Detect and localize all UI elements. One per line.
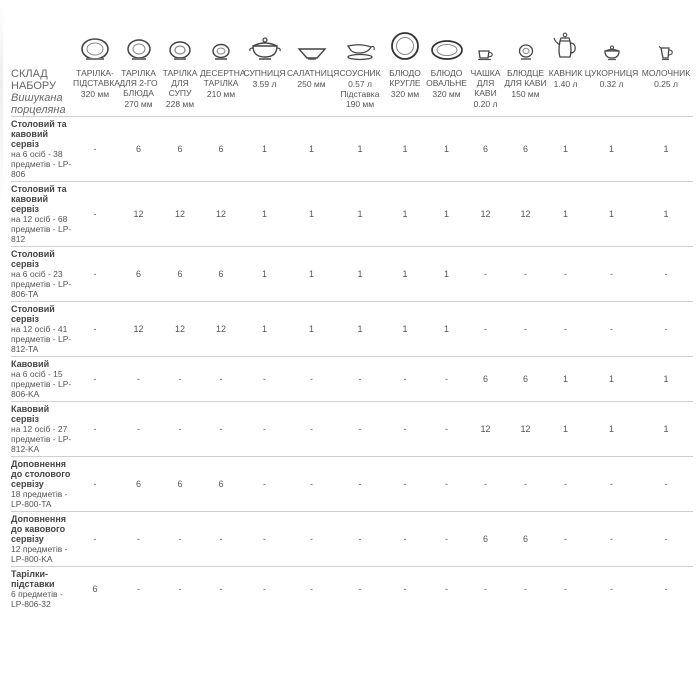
table-row bbox=[11, 247, 693, 302]
quantity-cell: 1 bbox=[287, 117, 336, 182]
header-row bbox=[11, 67, 693, 117]
column-name: МОЛОЧНИК bbox=[641, 68, 691, 78]
quantity-cell: 6 bbox=[160, 117, 200, 182]
quantity-cell: 12 bbox=[200, 182, 242, 247]
column-header bbox=[73, 67, 120, 117]
quantity-cell: 1 bbox=[242, 117, 287, 182]
quantity-cell: 6 bbox=[467, 117, 504, 182]
quantity-cell: - bbox=[467, 247, 504, 302]
quantity-cell: 12 bbox=[467, 182, 504, 247]
quantity-cell: 1 bbox=[384, 247, 426, 302]
quantity-cell: - bbox=[426, 567, 467, 612]
quantity-cell: - bbox=[73, 302, 117, 357]
quantity-cell: - bbox=[336, 512, 384, 567]
quantity-cell: - bbox=[287, 567, 336, 612]
quantity-cell: - bbox=[160, 357, 200, 402]
quantity-cell: - bbox=[336, 402, 384, 457]
quantity-cell: - bbox=[639, 457, 693, 512]
column-size: 320 мм bbox=[432, 89, 461, 99]
quantity-cell: - bbox=[287, 357, 336, 402]
column-name: ТАРІЛКА-ПІДСТАВКА bbox=[73, 68, 120, 88]
quantity-cell: 1 bbox=[639, 402, 693, 457]
quantity-cell: 1 bbox=[287, 182, 336, 247]
quantity-cell: - bbox=[160, 512, 200, 567]
left-edge-shadow bbox=[0, 0, 3, 210]
quantity-cell: 1 bbox=[287, 247, 336, 302]
set-description: на 12 осіб - 68 предметів - LP-812 bbox=[11, 214, 72, 244]
quantity-cell: - bbox=[73, 357, 117, 402]
column-size: 320 мм bbox=[80, 89, 110, 99]
quantity-cell: - bbox=[200, 357, 242, 402]
column-header bbox=[639, 67, 693, 117]
column-name: БЛЮДО ОВАЛЬНЕ bbox=[426, 68, 467, 88]
set-description: 12 предметів - LP-800-KA bbox=[11, 544, 68, 564]
quantity-cell: - bbox=[160, 402, 200, 457]
table-row bbox=[11, 567, 693, 612]
round-platter-icon bbox=[384, 28, 426, 67]
quantity-cell: 1 bbox=[639, 357, 693, 402]
column-name: КАВНИК bbox=[548, 68, 583, 78]
quantity-cell: - bbox=[384, 357, 426, 402]
quantity-cell: 6 bbox=[504, 512, 547, 567]
column-name: ТАРІЛКА ДЛЯ 2-ГО БЛЮДА bbox=[119, 68, 158, 98]
quantity-cell: - bbox=[117, 512, 160, 567]
quantity-cell: - bbox=[504, 567, 547, 612]
quantity-cell: - bbox=[242, 357, 287, 402]
quantity-cell: 6 bbox=[467, 357, 504, 402]
set-description: 6 предметів - LP-806-32 bbox=[11, 589, 63, 609]
quantity-cell: - bbox=[584, 302, 639, 357]
table-row bbox=[11, 512, 693, 567]
quantity-cell: 1 bbox=[547, 357, 584, 402]
quantity-cell: 12 bbox=[467, 402, 504, 457]
quantity-cell: 6 bbox=[160, 247, 200, 302]
quantity-cell: - bbox=[73, 512, 117, 567]
quantity-cell: - bbox=[467, 302, 504, 357]
column-name: ЦУКОРНИЦЯ bbox=[584, 68, 639, 78]
set-name: Столовий та кавовий сервіз bbox=[11, 184, 67, 214]
quantity-cell: 12 bbox=[200, 302, 242, 357]
quantity-cell: - bbox=[504, 302, 547, 357]
column-name: СОУСНИК bbox=[339, 68, 381, 78]
table-row bbox=[11, 457, 693, 512]
column-name: САЛАТНИЦЯ bbox=[287, 68, 340, 78]
quantity-cell: - bbox=[384, 457, 426, 512]
column-size: 210 мм bbox=[206, 89, 236, 99]
quantity-cell: 1 bbox=[242, 182, 287, 247]
quantity-cell: 1 bbox=[384, 182, 426, 247]
column-header bbox=[336, 67, 384, 117]
set-description: на 6 осіб - 23 предметів - LP-806-TA bbox=[11, 269, 72, 299]
column-name: ДЕСЕРТНА ТАРІЛКА bbox=[200, 68, 246, 88]
quantity-cell: 1 bbox=[584, 182, 639, 247]
corner-blank bbox=[11, 28, 73, 67]
quantity-cell: 6 bbox=[117, 457, 160, 512]
column-size: 270 мм bbox=[124, 99, 153, 109]
quantity-cell: 1 bbox=[584, 117, 639, 182]
quantity-cell: - bbox=[160, 567, 200, 612]
set-description: 18 предметів - LP-800-TA bbox=[11, 489, 68, 509]
quantity-cell: - bbox=[200, 512, 242, 567]
quantity-cell: - bbox=[384, 567, 426, 612]
coffee-cup-icon bbox=[467, 28, 504, 67]
table-row bbox=[11, 357, 693, 402]
quantity-cell: - bbox=[336, 457, 384, 512]
quantity-cell: 1 bbox=[426, 302, 467, 357]
column-name: БЛЮДЦЕ ДЛЯ КАВИ bbox=[504, 68, 547, 88]
column-size: 320 мм bbox=[390, 89, 420, 99]
column-header bbox=[547, 67, 584, 117]
quantity-cell: 6 bbox=[117, 117, 160, 182]
title-line-3: Вишукана bbox=[11, 92, 63, 104]
quantity-cell: 6 bbox=[117, 247, 160, 302]
gravy-boat-icon bbox=[336, 28, 384, 67]
table-row bbox=[11, 402, 693, 457]
column-name: БЛЮДО КРУГЛЕ bbox=[389, 68, 421, 88]
quantity-cell: 1 bbox=[547, 402, 584, 457]
quantity-cell: - bbox=[117, 567, 160, 612]
quantity-cell: 1 bbox=[584, 357, 639, 402]
column-name: СУПНИЦЯ bbox=[243, 68, 286, 78]
dessert-plate-icon bbox=[200, 28, 242, 67]
set-name-cell bbox=[11, 302, 73, 357]
column-size: 228 мм bbox=[165, 99, 195, 109]
table-row bbox=[11, 117, 693, 182]
tureen-icon bbox=[242, 28, 287, 67]
title-line-4: порцеляна bbox=[11, 104, 66, 116]
set-name: Столовий сервіз bbox=[11, 249, 55, 269]
quantity-cell: - bbox=[384, 512, 426, 567]
quantity-cell: - bbox=[426, 512, 467, 567]
quantity-cell: - bbox=[426, 457, 467, 512]
quantity-cell: 1 bbox=[384, 302, 426, 357]
quantity-cell: - bbox=[467, 567, 504, 612]
quantity-cell: 6 bbox=[200, 457, 242, 512]
set-name-cell bbox=[11, 402, 73, 457]
quantity-cell: - bbox=[584, 512, 639, 567]
coffee-pot-icon bbox=[547, 28, 584, 67]
column-size: 0.32 л bbox=[599, 79, 624, 89]
quantity-cell: 1 bbox=[426, 247, 467, 302]
title-line-2: НАБОРУ bbox=[11, 80, 57, 92]
soup-plate-icon bbox=[160, 28, 200, 67]
quantity-cell: - bbox=[73, 117, 117, 182]
set-name: Кавовий bbox=[11, 359, 50, 369]
table-row bbox=[11, 182, 693, 247]
milk-jug-icon bbox=[639, 28, 693, 67]
set-name: Кавовий сервіз bbox=[11, 404, 50, 424]
quantity-cell: - bbox=[242, 457, 287, 512]
set-name-cell bbox=[11, 182, 73, 247]
set-composition-title bbox=[11, 67, 73, 117]
column-header bbox=[584, 67, 639, 117]
quantity-cell: 12 bbox=[160, 302, 200, 357]
title-line-1: СКЛАД bbox=[11, 68, 48, 80]
quantity-cell: - bbox=[584, 247, 639, 302]
quantity-cell: - bbox=[426, 357, 467, 402]
set-name-cell bbox=[11, 357, 73, 402]
quantity-cell: 6 bbox=[73, 567, 117, 612]
dinner-plate-icon bbox=[117, 28, 160, 67]
quantity-cell: 6 bbox=[200, 247, 242, 302]
set-name-cell bbox=[11, 512, 73, 567]
column-header bbox=[287, 67, 340, 117]
quantity-cell: 1 bbox=[336, 302, 384, 357]
quantity-cell: - bbox=[73, 457, 117, 512]
quantity-cell: - bbox=[584, 567, 639, 612]
composition-table bbox=[11, 28, 693, 611]
saucer-icon bbox=[504, 28, 547, 67]
quantity-cell: - bbox=[504, 247, 547, 302]
quantity-cell: - bbox=[467, 457, 504, 512]
set-description: на 12 осіб - 27 предметів - LP-812-KA bbox=[11, 424, 72, 454]
quantity-cell: 6 bbox=[160, 457, 200, 512]
column-size: 0.20 л bbox=[473, 99, 498, 109]
set-name-cell bbox=[11, 567, 73, 612]
quantity-cell: 12 bbox=[117, 182, 160, 247]
quantity-cell: - bbox=[73, 402, 117, 457]
quantity-cell: 6 bbox=[200, 117, 242, 182]
quantity-cell: 1 bbox=[287, 302, 336, 357]
quantity-cell: - bbox=[639, 567, 693, 612]
column-name: ЧАШКА ДЛЯ КАВИ bbox=[470, 68, 501, 98]
set-description: на 6 осіб - 15 предметів - LP-806-KA bbox=[11, 369, 72, 399]
quantity-cell: - bbox=[73, 247, 117, 302]
quantity-cell: - bbox=[584, 457, 639, 512]
column-header bbox=[504, 67, 547, 117]
set-name-cell bbox=[11, 457, 73, 512]
quantity-cell: 1 bbox=[426, 182, 467, 247]
quantity-cell: 1 bbox=[336, 117, 384, 182]
set-name: Столовий сервіз bbox=[11, 304, 55, 324]
quantity-cell: - bbox=[200, 567, 242, 612]
quantity-cell: 1 bbox=[384, 117, 426, 182]
set-description: на 6 осіб - 38 предметів - LP-806 bbox=[11, 149, 72, 179]
quantity-cell: - bbox=[504, 457, 547, 512]
column-name: ТАРІЛКА ДЛЯ СУПУ bbox=[162, 68, 198, 98]
quantity-cell: - bbox=[384, 402, 426, 457]
quantity-cell: - bbox=[639, 247, 693, 302]
quantity-cell: - bbox=[200, 402, 242, 457]
quantity-cell: 1 bbox=[639, 182, 693, 247]
quantity-cell: - bbox=[336, 357, 384, 402]
column-header bbox=[467, 67, 504, 117]
quantity-cell: - bbox=[547, 457, 584, 512]
column-size: 0.57 л Підставка 190 мм bbox=[340, 79, 380, 109]
quantity-cell: - bbox=[73, 182, 117, 247]
column-size: 3.59 л bbox=[252, 79, 277, 89]
quantity-cell: 12 bbox=[504, 182, 547, 247]
set-name: Столовий та кавовий сервіз bbox=[11, 119, 67, 149]
quantity-cell: - bbox=[639, 512, 693, 567]
column-size: 150 мм bbox=[511, 89, 540, 99]
quantity-cell: 6 bbox=[504, 117, 547, 182]
quantity-cell: - bbox=[242, 402, 287, 457]
quantity-cell: - bbox=[336, 567, 384, 612]
column-header bbox=[117, 67, 160, 117]
quantity-cell: 1 bbox=[242, 302, 287, 357]
sugar-bowl-icon bbox=[584, 28, 639, 67]
set-name: Доповнення до кавового сервізу bbox=[11, 514, 67, 544]
quantity-cell: 1 bbox=[336, 247, 384, 302]
column-size: 1.40 л bbox=[553, 79, 578, 89]
quantity-cell: 1 bbox=[584, 402, 639, 457]
column-header bbox=[200, 67, 246, 117]
set-name-cell bbox=[11, 247, 73, 302]
set-name: Тарілки-підставки bbox=[11, 569, 55, 589]
quantity-cell: - bbox=[287, 402, 336, 457]
quantity-cell: - bbox=[426, 402, 467, 457]
quantity-cell: - bbox=[242, 567, 287, 612]
column-header bbox=[160, 67, 200, 117]
quantity-cell: - bbox=[242, 512, 287, 567]
column-header bbox=[426, 67, 467, 117]
table-row bbox=[11, 302, 693, 357]
quantity-cell: 1 bbox=[336, 182, 384, 247]
column-size: 0.25 л bbox=[654, 79, 678, 89]
quantity-cell: - bbox=[639, 302, 693, 357]
quantity-cell: - bbox=[287, 457, 336, 512]
icon-row bbox=[11, 28, 693, 67]
quantity-cell: - bbox=[547, 302, 584, 357]
column-header bbox=[384, 67, 426, 117]
quantity-cell: - bbox=[117, 357, 160, 402]
quantity-cell: 12 bbox=[504, 402, 547, 457]
set-description: на 12 осіб - 41 предметів - LP-812-TA bbox=[11, 324, 72, 354]
oval-platter-icon bbox=[426, 28, 467, 67]
quantity-cell: 1 bbox=[639, 117, 693, 182]
quantity-cell: - bbox=[547, 567, 584, 612]
quantity-cell: - bbox=[287, 512, 336, 567]
quantity-cell: 6 bbox=[467, 512, 504, 567]
set-name-cell bbox=[11, 117, 73, 182]
set-name: Доповнення до столового сервізу bbox=[11, 459, 71, 489]
quantity-cell: 1 bbox=[426, 117, 467, 182]
quantity-cell: 12 bbox=[160, 182, 200, 247]
salad-bowl-icon bbox=[287, 28, 336, 67]
quantity-cell: - bbox=[547, 512, 584, 567]
quantity-cell: 1 bbox=[547, 182, 584, 247]
quantity-cell: 1 bbox=[242, 247, 287, 302]
quantity-cell: - bbox=[117, 402, 160, 457]
charger-plate-icon bbox=[73, 28, 117, 67]
quantity-cell: - bbox=[547, 247, 584, 302]
quantity-cell: 12 bbox=[117, 302, 160, 357]
quantity-cell: 1 bbox=[547, 117, 584, 182]
column-header bbox=[242, 67, 287, 117]
column-size: 250 мм bbox=[297, 79, 326, 89]
quantity-cell: 6 bbox=[504, 357, 547, 402]
